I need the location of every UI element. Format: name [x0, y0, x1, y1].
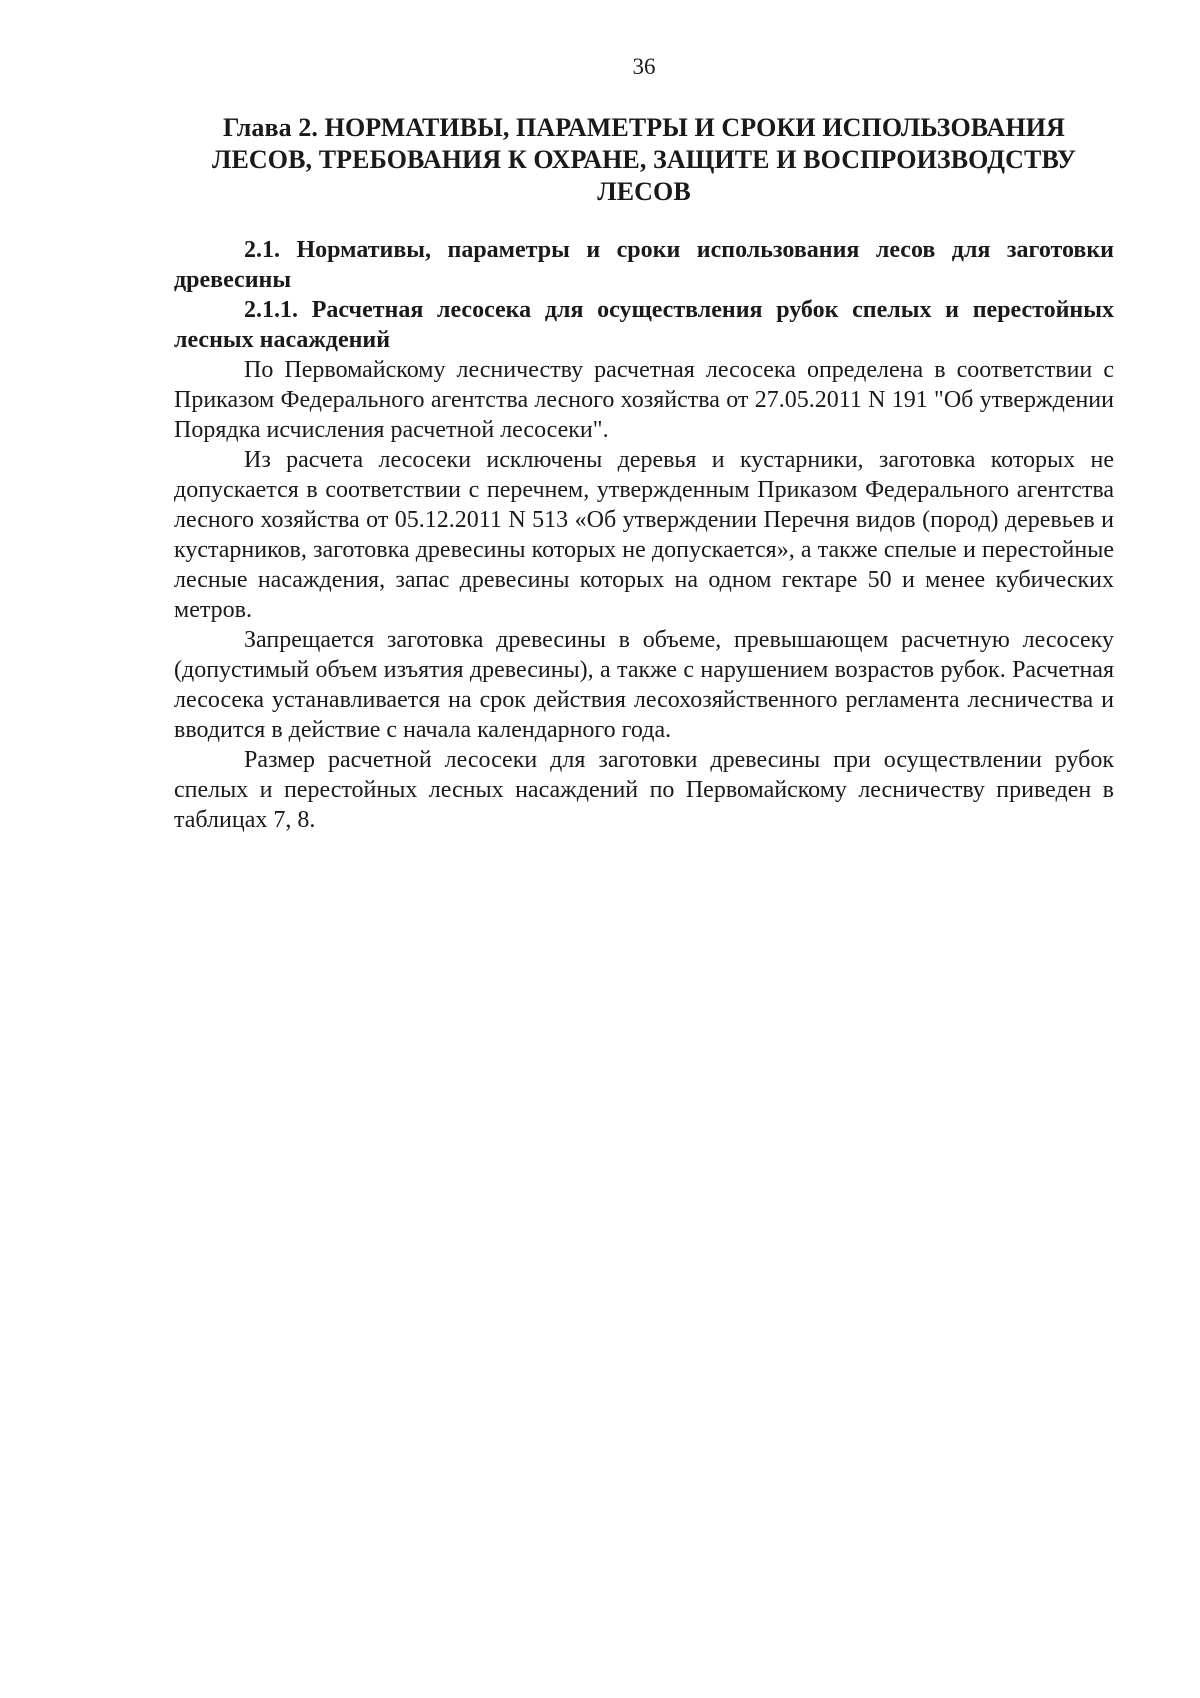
chapter-title-line: Глава 2. НОРМАТИВЫ, ПАРАМЕТРЫ И СРОКИ ИСПОЛЬЗОВАНИЯ — [222, 113, 1065, 142]
chapter-title-line: ЛЕСОВ — [597, 177, 691, 206]
chapter-title — [174, 112, 1114, 208]
section-heading-2-1: 2.1. Нормативы, параметры и сроки использования лесов для заготовки древесины — [174, 237, 1114, 293]
paragraph: По Первомайскому лесничеству расчетная лесосека определена в соответствии с Приказом Федерального агентства лесного хозяйства от 27.05.2011 N 191 "Об утверждении Порядка исчисления расчетной лесосеки". — [174, 357, 1114, 443]
paragraph: Из расчета лесосеки исключены деревья и кустарники, заготовка которых не допускается в соответствии с перечнем, утвержденным Приказом Федерального агентства лесного хозяйства от 05.12.2011 N 513 «Об утверждении Перечня видов (пород) деревьев и кустарников, заготовка древесины которых не допускается», а также спелые и перестойные лесные насаждения, запас древесины которых на одном гектаре 50 и менее кубических метров. — [174, 447, 1114, 623]
chapter-title-line: ЛЕСОВ, ТРЕБОВАНИЯ К ОХРАНЕ, ЗАЩИТЕ И ВОСПРОИЗВОДСТВУ — [211, 145, 1077, 174]
page-number: 36 — [632, 54, 656, 79]
paragraph: Запрещается заготовка древесины в объеме, превышающем расчетную лесосеку (допустимый объем изъятия древесины), а также с нарушением возрастов рубок. Расчетная лесосека устанавливается на срок действия лесохозяйственного регламента лесничества и вводится в действие с начала календарного года. — [174, 627, 1114, 743]
document-body — [174, 235, 1114, 835]
paragraph: Размер расчетной лесосеки для заготовки древесины при осуществлении рубок спелых и перестойных лесных насаждений по Первомайскому лесничеству приведен в таблицах 7, 8. — [174, 747, 1114, 833]
section-heading-2-1-1: 2.1.1. Расчетная лесосека для осуществления рубок спелых и перестойных лесных насаждений — [174, 297, 1114, 353]
